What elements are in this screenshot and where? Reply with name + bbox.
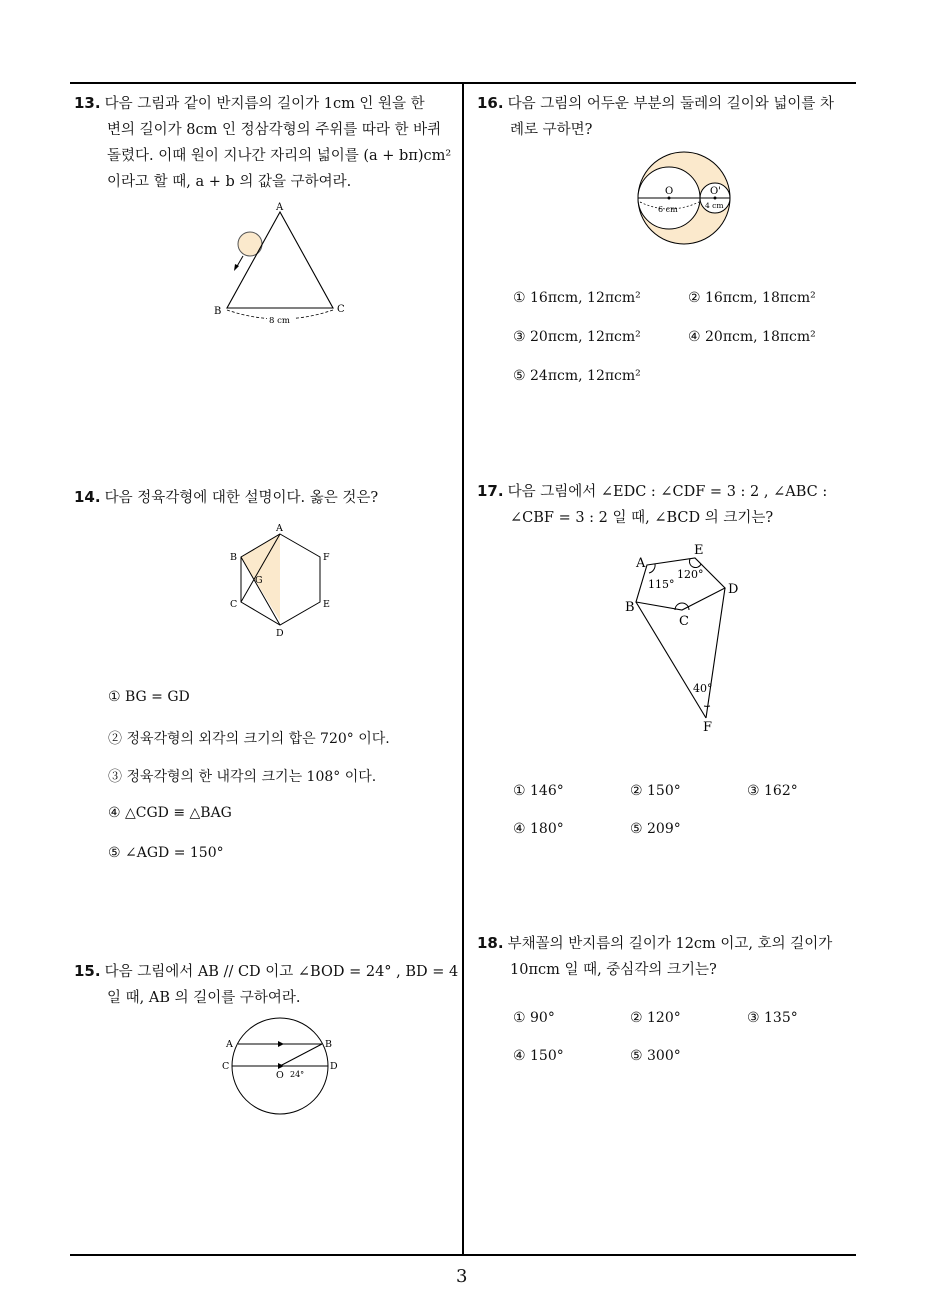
question-text: 이라고 할 때, a + b 의 값을 구하여라. bbox=[107, 174, 352, 190]
equilateral-triangle bbox=[227, 212, 333, 308]
circle-chord-figure bbox=[218, 1014, 348, 1118]
label-C: C bbox=[337, 304, 345, 315]
label-A: A bbox=[276, 523, 283, 534]
label-E: E bbox=[323, 599, 330, 610]
label-D: D bbox=[330, 1061, 338, 1072]
question-16 bbox=[477, 90, 857, 143]
label-B: B bbox=[625, 600, 635, 615]
label-E: E bbox=[694, 543, 704, 558]
question-text: 다음 정육각형에 대한 설명이다. 옳은 것은? bbox=[104, 490, 379, 506]
angle-label: 24° bbox=[290, 1070, 305, 1079]
label-C: C bbox=[222, 1061, 230, 1072]
option-4[interactable]: ④ △CGD ≡ △BAG bbox=[108, 805, 232, 821]
option-3[interactable]: ③ 20πcm, 12πcm² bbox=[513, 329, 641, 345]
hexagon-figure bbox=[225, 520, 335, 640]
option-2[interactable]: ② 120° bbox=[630, 1010, 681, 1026]
column-divider bbox=[462, 82, 464, 1256]
label-B: B bbox=[214, 306, 222, 317]
question-text: 돌렸다. 이때 원이 지나간 자리의 넓이를 (a + bπ)cm² bbox=[107, 148, 452, 164]
small-diameter: 4 cm bbox=[705, 201, 724, 210]
label-G: G bbox=[255, 575, 263, 586]
label-F: F bbox=[703, 720, 713, 734]
question-14 bbox=[74, 484, 460, 511]
label-O: O bbox=[276, 1070, 284, 1081]
question-text: 다음 그림과 같이 반지름의 길이가 1cm 인 원을 한 bbox=[104, 96, 425, 112]
big-diameter: 6 cm bbox=[658, 205, 678, 214]
triangle-figure bbox=[205, 198, 355, 328]
label-B: B bbox=[230, 552, 237, 563]
option-5[interactable]: ⑤ 300° bbox=[630, 1048, 681, 1064]
option-2[interactable]: ② 16πcm, 18πcm² bbox=[688, 290, 816, 306]
question-number: 13. bbox=[74, 94, 101, 112]
option-1[interactable]: ① 146° bbox=[513, 783, 564, 799]
question-15 bbox=[74, 958, 460, 1011]
label-O: O bbox=[665, 186, 674, 197]
question-17 bbox=[477, 478, 857, 531]
question-text: 례로 구하면? bbox=[510, 122, 593, 138]
question-number: 15. bbox=[74, 962, 101, 980]
label-F: F bbox=[323, 552, 330, 563]
question-text: 부채꼴의 반지름의 길이가 12cm 이고, 호의 길이가 bbox=[507, 936, 833, 952]
option-4[interactable]: ④ 150° bbox=[513, 1048, 564, 1064]
label-O-prime: O' bbox=[710, 186, 721, 197]
option-3[interactable]: ③ 정육각형의 한 내각의 크기는 108° 이다. bbox=[108, 769, 377, 785]
question-text: 변의 길이가 8cm 인 정삼각형의 주위를 따라 한 바퀴 bbox=[107, 122, 442, 138]
option-3[interactable]: ③ 135° bbox=[747, 1010, 798, 1026]
option-2[interactable]: ② 150° bbox=[630, 783, 681, 799]
option-1[interactable]: ① BG = GD bbox=[108, 689, 190, 705]
label-A: A bbox=[226, 1039, 233, 1050]
option-1[interactable]: ① 90° bbox=[513, 1010, 555, 1026]
question-number: 16. bbox=[477, 94, 504, 112]
label-A: A bbox=[636, 556, 646, 571]
label-D: D bbox=[728, 582, 739, 597]
label-C: C bbox=[230, 599, 238, 610]
question-text: 10πcm 일 때, 중심각의 크기는? bbox=[510, 962, 717, 978]
angle-115: 115° bbox=[648, 578, 675, 591]
question-text: 다음 그림에서 AB // CD 이고 ∠BOD = 24° , BD = 4 bbox=[104, 964, 459, 980]
angle-120: 120° bbox=[677, 568, 704, 581]
label-B: B bbox=[325, 1039, 332, 1050]
question-text: 일 때, AB 의 길이를 구하여라. bbox=[107, 990, 301, 1006]
option-4[interactable]: ④ 20πcm, 18πcm² bbox=[688, 329, 816, 345]
label-D: D bbox=[276, 628, 284, 639]
option-5[interactable]: ⑤ ∠AGD = 150° bbox=[108, 845, 224, 861]
rolling-circle bbox=[238, 232, 262, 256]
question-13 bbox=[74, 90, 460, 195]
question-number: 14. bbox=[74, 488, 101, 506]
option-3[interactable]: ③ 162° bbox=[747, 783, 798, 799]
question-text: 다음 그림의 어두운 부분의 둘레의 길이와 넓이를 차 bbox=[507, 96, 834, 112]
question-number: 17. bbox=[477, 482, 504, 500]
option-1[interactable]: ① 16πcm, 12πcm² bbox=[513, 290, 641, 306]
option-5[interactable]: ⑤ 209° bbox=[630, 821, 681, 837]
side-length: 8 cm bbox=[269, 316, 290, 326]
page-number: 3 bbox=[456, 1266, 468, 1287]
option-5[interactable]: ⑤ 24πcm, 12πcm² bbox=[513, 368, 641, 384]
angle-40: 40° bbox=[693, 682, 713, 695]
bottom-rule bbox=[70, 1254, 856, 1256]
regular-hexagon bbox=[241, 534, 320, 625]
circles-figure bbox=[632, 150, 738, 246]
question-18 bbox=[477, 930, 857, 983]
question-number: 18. bbox=[477, 934, 504, 952]
option-2[interactable]: ② 정육각형의 외각의 크기의 합은 720° 이다. bbox=[108, 731, 390, 747]
question-text: 다음 그림에서 ∠EDC : ∠CDF = 3 : 2 , ∠ABC : bbox=[507, 484, 828, 500]
question-text: ∠CBF = 3 : 2 일 때, ∠BCD 의 크기는? bbox=[510, 510, 774, 526]
label-A: A bbox=[276, 202, 284, 213]
label-C: C bbox=[679, 614, 689, 629]
option-4[interactable]: ④ 180° bbox=[513, 821, 564, 837]
polygon-figure bbox=[620, 540, 750, 734]
